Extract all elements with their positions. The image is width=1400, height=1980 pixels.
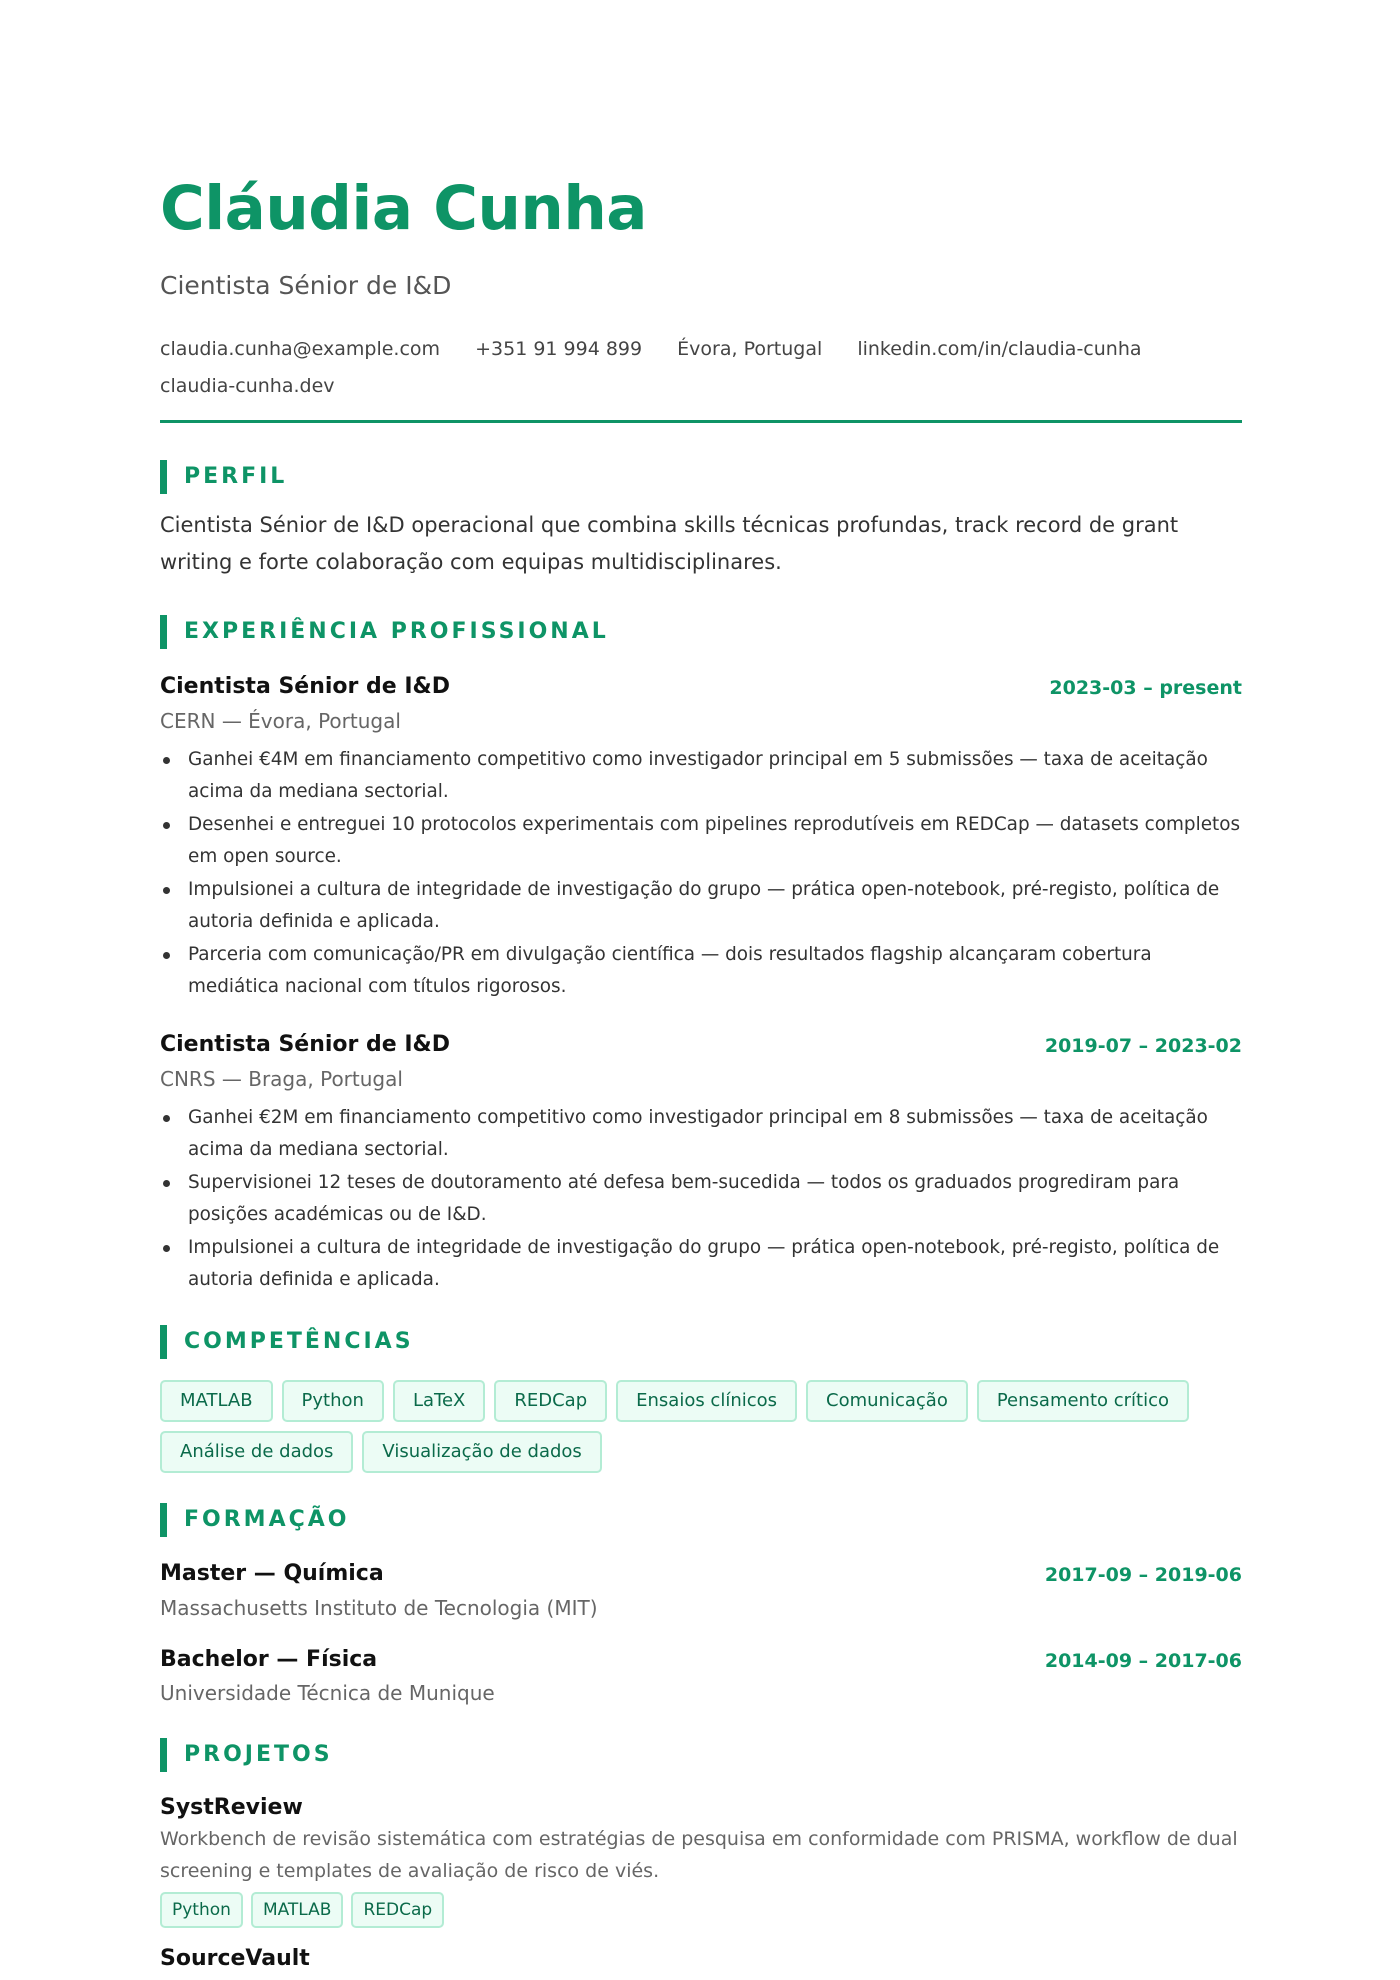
section-title-projects: PROJETOS [160, 1738, 333, 1772]
project-description: Workbench de revisão sistemática com estratégias de pesquisa em conformidade com PRISMA, workflow de dual screening e templates de avaliação de risco de viés. [160, 1828, 1238, 1882]
job-title: Cientista Sénior de I&D [160, 674, 450, 699]
education-degree: Master — Química [160, 1561, 384, 1586]
skill-chip: Visualização de dados [362, 1431, 601, 1473]
contact-website[interactable]: claudia-cunha.dev [160, 375, 335, 397]
project-tag: REDCap [351, 1892, 444, 1928]
job-organization: CERN — Évora, Portugal [160, 709, 401, 733]
job-dates: 2023-03 – present [1049, 677, 1242, 699]
education-degree: Bachelor — Física [160, 1647, 378, 1672]
education-school: Massachusetts Instituto de Tecnologia (MIT) [160, 1596, 598, 1620]
project-tags [160, 1892, 1242, 1928]
skill-chip: Análise de dados [160, 1431, 353, 1473]
contact-email[interactable]: claudia.cunha@example.com [160, 338, 441, 360]
contact-location: Évora, Portugal [677, 338, 823, 360]
skill-chip: Ensaios clínicos [616, 1380, 797, 1422]
skill-chip: Pensamento crítico [977, 1380, 1189, 1422]
skill-chip: REDCap [494, 1380, 607, 1422]
education-school: Universidade Técnica de Munique [160, 1681, 495, 1705]
job-bullets [160, 744, 1242, 1004]
contact-phone[interactable]: +351 91 994 899 [475, 338, 643, 360]
skill-chip: Comunicação [806, 1380, 968, 1422]
section-title-skills: COMPETÊNCIAS [160, 1325, 414, 1359]
job-bullet: Ganhei €4M em financiamento competitivo como investigador principal em 5 submissões — taxa de aceitação acima da mediana sectorial. [160, 744, 1242, 807]
job-title: Cientista Sénior de I&D [160, 1032, 450, 1057]
job-organization: CNRS — Braga, Portugal [160, 1067, 403, 1091]
job-bullet: Impulsionei a cultura de integridade de investigação do grupo — prática open-notebook, pré-registo, política de autoria definida e aplicada. [160, 1232, 1242, 1295]
job-bullets [160, 1102, 1242, 1297]
education-dates: 2017-09 – 2019-06 [1044, 1564, 1242, 1586]
profile-summary: Cientista Sénior de I&D operacional que combina skills técnicas profundas, track record de grant writing e forte colaboração com equipas multidisciplinares. [160, 513, 1179, 574]
section-title-experience: EXPERIÊNCIA PROFISSIONAL [160, 615, 609, 649]
job-dates: 2019-07 – 2023-02 [1044, 1035, 1242, 1057]
job-bullet: Impulsionei a cultura de integridade de investigação do grupo — prática open-notebook, pré-registo, política de autoria definida e aplicada. [160, 874, 1242, 937]
education-dates: 2014-09 – 2017-06 [1044, 1650, 1242, 1672]
skills-list [160, 1380, 1242, 1482]
skill-chip: Python [282, 1380, 384, 1422]
job-bullet: Desenhei e entreguei 10 protocolos experimentais com pipelines reprodutíveis em REDCap — datasets completos em open source. [160, 809, 1242, 872]
header-divider [160, 420, 1242, 423]
section-title-education: FORMAÇÃO [160, 1503, 349, 1537]
skill-chip: MATLAB [160, 1380, 273, 1422]
job-bullet: Supervisionei 12 teses de doutoramento até defesa bem-sucedida — todos os graduados progrediram para posições académicas ou de I&D. [160, 1167, 1242, 1230]
project-name: SourceVault [160, 1946, 310, 1971]
job-bullet: Ganhei €2M em financiamento competitivo como investigador principal em 8 submissões — taxa de aceitação acima da mediana sectorial. [160, 1102, 1242, 1165]
project-name: SystReview [160, 1795, 303, 1820]
contact-linkedin[interactable]: linkedin.com/in/claudia-cunha [857, 338, 1142, 360]
contact-info [160, 331, 1242, 405]
job-bullet: Parceria com comunicação/PR em divulgação científica — dois resultados flagship alcançaram cobertura mediática nacional com títulos rigorosos. [160, 939, 1242, 1002]
project-tag: MATLAB [251, 1892, 344, 1928]
skill-chip: LaTeX [393, 1380, 485, 1422]
candidate-title: Cientista Sénior de I&D [160, 271, 452, 300]
project-tag: Python [160, 1892, 243, 1928]
candidate-name: Cláudia Cunha [160, 173, 647, 244]
section-title-profile: PERFIL [160, 460, 287, 494]
